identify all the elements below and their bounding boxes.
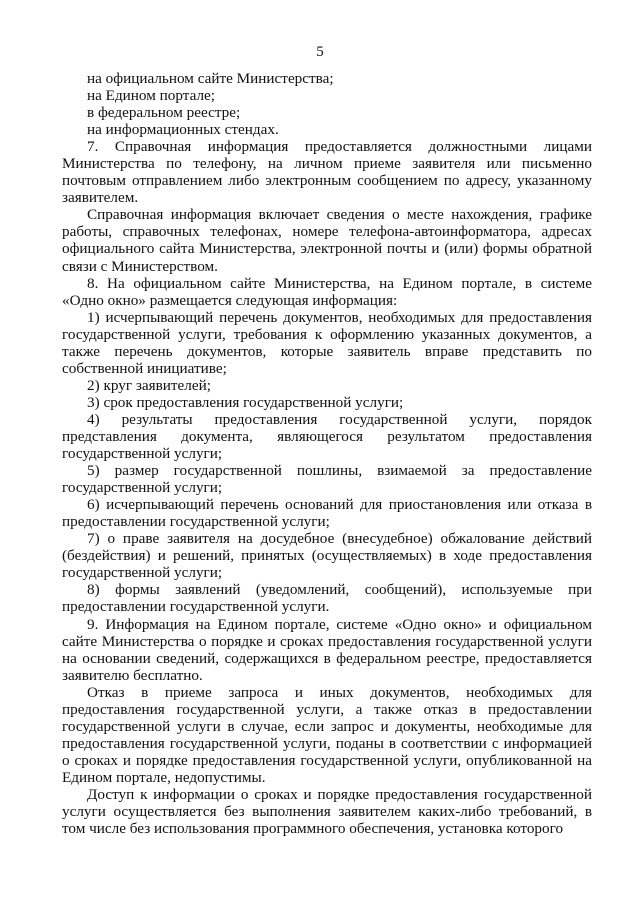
list-item: 5) размер государственной пошлины, взимаемой за предоставление государственной услуги; <box>62 462 592 497</box>
list-item: 2) круг заявителей; <box>87 376 211 394</box>
page-number: 5 <box>316 44 324 60</box>
paragraph-7: 7. Справочная информация предоставляется должностными лицами Министерства по телефону, на личном приеме заявителя или письменно почтовым отправлением либо электронным сообщением по адресу, указанному заявителем. <box>62 138 592 207</box>
list-item: 8) формы заявлений (уведомлений, сообщений), используемые при предоставлении государственной услуги. <box>62 581 592 616</box>
list-item: на Едином портале; <box>87 87 215 105</box>
list-item: в федеральном реестре; <box>87 104 241 122</box>
paragraph-9: 9. Информация на Едином портале, системе «Одно окно» и официальном сайте Министерства о порядке и сроках предоставления государственной услуги на основании сведений, содержащихся в федеральном реестре, предоставляется заявителю бесплатно. <box>62 615 592 684</box>
paragraph: Доступ к информации о сроках и порядке предоставления государственной услуги осуществляется без выполнения заявителем каких-либо требований, в том числе без использования программного обеспечения, установка которого <box>62 785 592 838</box>
paragraph: Справочная информация включает сведения о месте нахождения, графике работы, справочных телефонах, номере телефона-автоинформатора, адресах официального сайта Министерства, электронной почты и (или) формы обратной связи с Министерством. <box>62 206 592 275</box>
paragraph-8: 8. На официальном сайте Министерства, на Едином портале, в системе «Одно окно» размещается следующая информация: <box>62 274 592 309</box>
list-item: 3) срок предоставления государственной услуги; <box>87 393 404 411</box>
list-item: на информационных стендах. <box>87 121 279 139</box>
list-item: 1) исчерпывающий перечень документов, необходимых для предоставления государственной услуги, требования к оформлению указанных документов, а также перечень документов, которые заявитель вправе представить по собственной инициативе; <box>62 308 592 377</box>
document-body <box>62 70 592 837</box>
list-item: 6) исчерпывающий перечень оснований для приостановления или отказа в предоставлении государственной услуги; <box>62 496 592 531</box>
list-item: на официальном сайте Министерства; <box>87 70 334 87</box>
paragraph: Отказ в приеме запроса и иных документов, необходимых для предоставления государственной услуги, а также отказ в предоставлении государственной услуги в случае, если запрос и документы, необходимые для предоставления государственной услуги, поданы в соответствии с информацией о сроках и порядке предоставления государственной услуги, опубликованной на Едином портале, недопустимы. <box>62 683 592 786</box>
list-item: 4) результаты предоставления государственной услуги, порядок представления документа, являющегося результатом предоставления государственной услуги; <box>62 410 592 463</box>
list-item: 7) о праве заявителя на досудебное (внесудебное) обжалование действий (бездействия) и решений, принятых (осуществляемых) в ходе предоставления государственной услуги; <box>62 530 592 582</box>
